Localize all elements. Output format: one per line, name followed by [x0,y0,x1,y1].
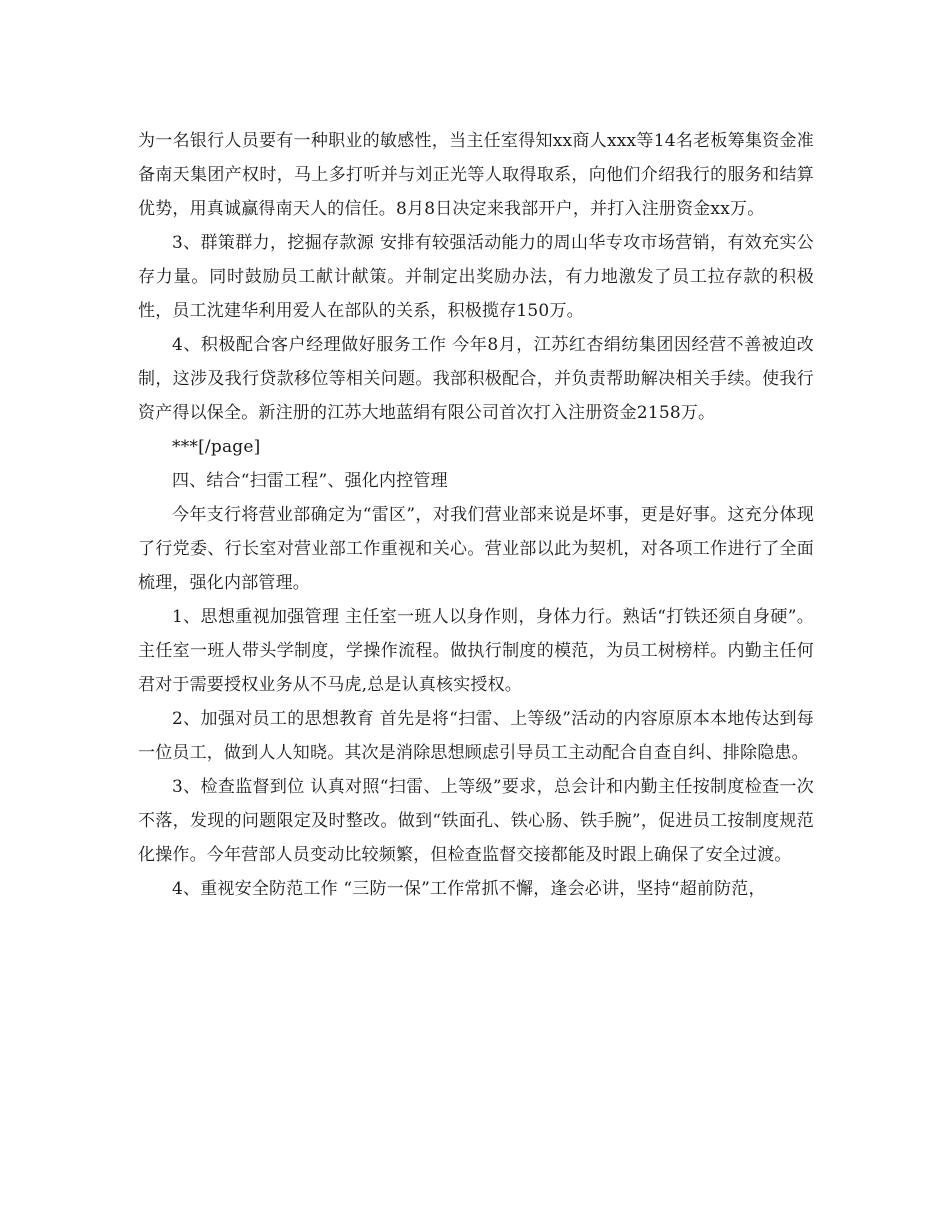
paragraph-8: 4、重视安全防范工作 “三防一保”工作常抓不懈，逢会必讲，坚持“超前防范， [172,879,766,899]
paragraph-7: 3、检查监督到位 认真对照“扫雷、上等级”要求，总会计和内勤主任按制度检查一次不落，发现的问题限定及时整改。做到“铁面孔、铁心肠、铁手腕”，促进员工按制度规范化操作。今年营部人员变动比较频繁，但检查监督交接都能及时跟上确保了安全过渡。 [138,777,814,865]
paragraph-2: 3、群策群力，挖掘存款源 安排有较强活动能力的周山华专攻市场营销，有效充实公存力量。同时鼓励员工献计献策。并制定出奖励办法，有力地激发了员工拉存款的积极性，员工沈建华利用爱人在部队的关系，积极揽存150万。 [138,233,814,321]
section-heading: 四、结合“扫雷工程”、强化内控管理 [172,471,448,491]
page-marker: ***[/page] [172,437,261,457]
paragraph-1: 为一名银行人员要有一种职业的敏感性，当主任室得知xx商人xxx等14名老板筹集资金准备南天集团产权时，马上多打听并与刘正光等人取得取系，向他们介绍我行的服务和结算优势，用真诚赢得南天人的信任。8月8日决定来我部开户，并打入注册资金xx万。 [138,131,814,219]
paragraph-3: 4、积极配合客户经理做好服务工作 今年8月，江苏红杏绢纺集团因经营不善被迫改制，这涉及我行贷款移位等相关问题。我部积极配合，并负责帮助解决相关手续。使我行资产得以保全。新注册的江苏大地蓝绢有限公司首次打入注册资金2158万。 [138,335,814,423]
document-body [138,124,814,906]
paragraph-4: 今年支行将营业部确定为“雷区”，对我们营业部来说是坏事，更是好事。这充分体现了行党委、行长室对营业部工作重视和关心。营业部以此为契机，对各项工作进行了全面梳理，强化内部管理。 [138,505,814,593]
paragraph-5: 1、思想重视加强管理 主任室一班人以身作则，身体力行。熟话“打铁还须自身硬”。主任室一班人带头学制度，学操作流程。做执行制度的模范，为员工树榜样。内勤主任何君对于需要授权业务从不马虎,总是认真核实授权。 [138,607,814,695]
paragraph-6: 2、加强对员工的思想教育 首先是将“扫雷、上等级”活动的内容原原本本地传达到每一位员工，做到人人知晓。其次是消除思想顾虑引导员工主动配合自查自纠、排除隐患。 [138,709,814,763]
